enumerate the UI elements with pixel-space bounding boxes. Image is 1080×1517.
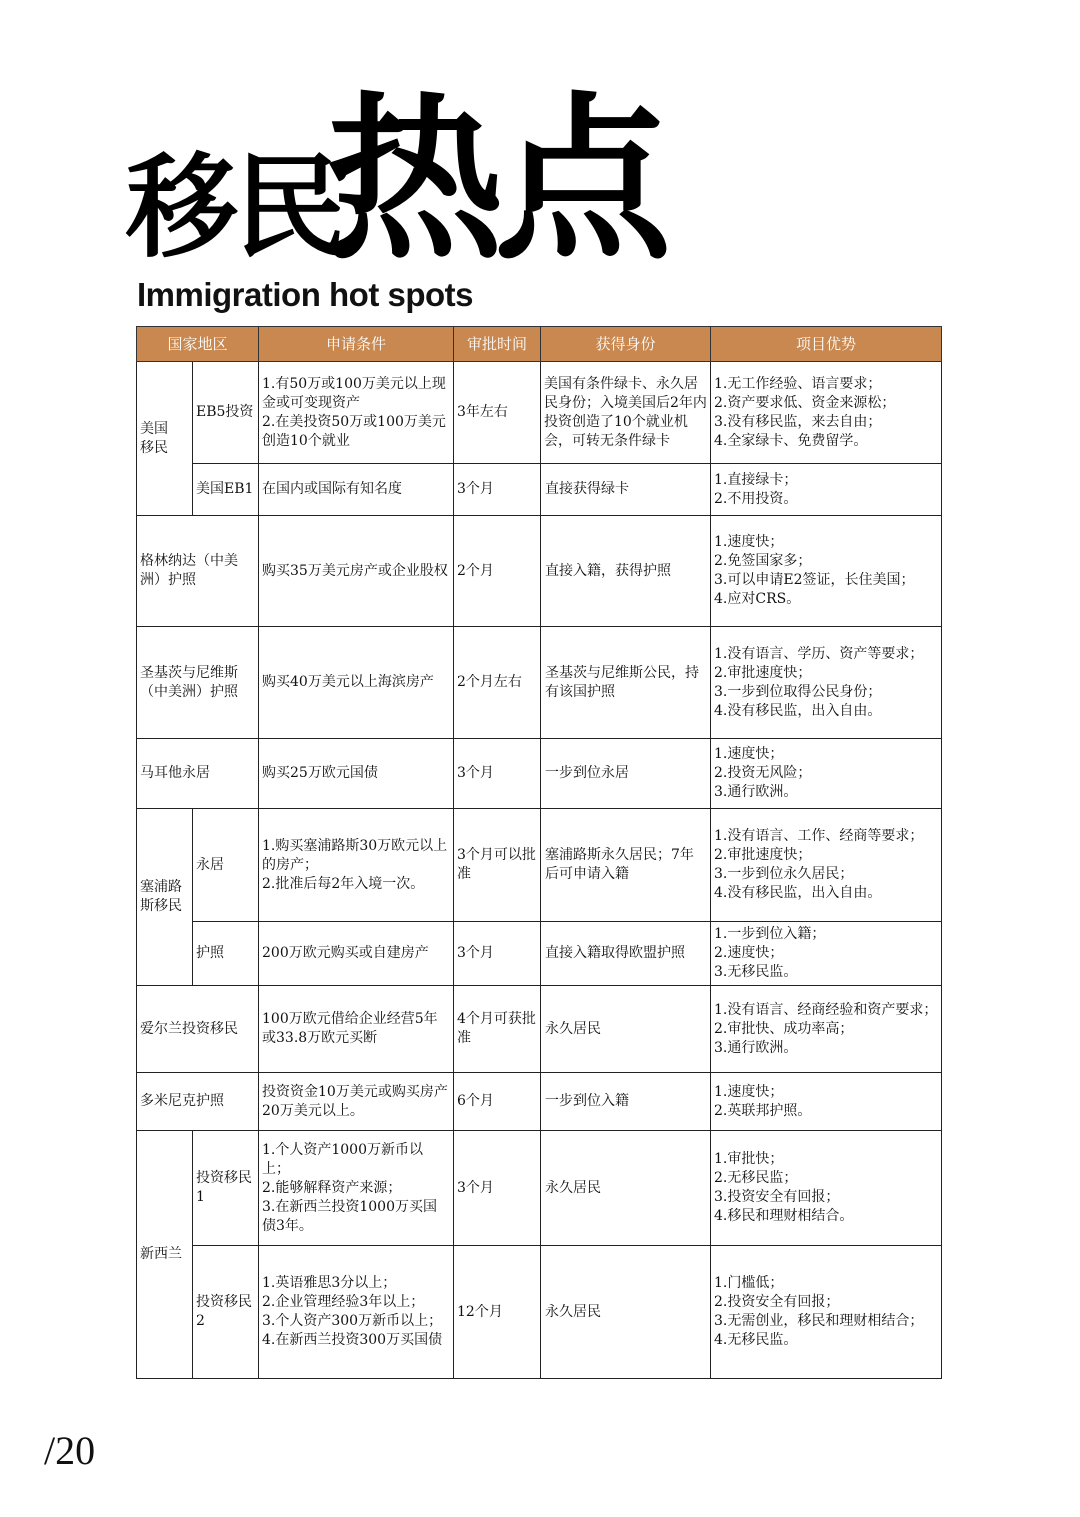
table-row (137, 1131, 942, 1246)
table-row (137, 809, 942, 922)
country-cell: 马耳他永居 (137, 739, 259, 809)
status-cell: 永久居民 (541, 1131, 711, 1246)
conditions-cell: 购买40万美元以上海滨房产 (259, 627, 454, 739)
program-cell: EB5投资 (193, 362, 259, 464)
table-row (137, 1246, 942, 1379)
advantages-cell: 1.直接绿卡； 2.不用投资。 (711, 464, 942, 516)
time-cell: 12个月 (454, 1246, 541, 1379)
time-cell: 3年左右 (454, 362, 541, 464)
table-row (137, 516, 942, 627)
header-country: 国家地区 (137, 327, 259, 362)
table-header-row (137, 327, 942, 362)
time-cell: 3个月 (454, 922, 541, 986)
time-cell: 6个月 (454, 1073, 541, 1131)
conditions-cell: 投资资金10万美元或购买房产20万美元以上。 (259, 1073, 454, 1131)
advantages-cell: 1.门槛低； 2.投资安全有回报； 3.无需创业，移民和理财相结合； 4.无移民监。 (711, 1246, 942, 1379)
header-status: 获得身份 (541, 327, 711, 362)
title-part-immigration: 移民 (126, 143, 342, 273)
country-cell: 多米尼克护照 (137, 1073, 259, 1131)
program-cell: 护照 (193, 922, 259, 986)
advantages-cell: 1.审批快； 2.无移民监； 3.投资安全有回报； 4.移民和理财相结合。 (711, 1131, 942, 1246)
time-cell: 3个月 (454, 1131, 541, 1246)
page-subtitle: Immigration hot spots (137, 276, 473, 313)
country-cell: 美国 移民 (137, 362, 193, 516)
time-cell: 2个月 (454, 516, 541, 627)
header-conditions: 申请条件 (259, 327, 454, 362)
table-row (137, 1073, 942, 1131)
program-cell: 美国EB1 (193, 464, 259, 516)
table-row (137, 739, 942, 809)
title-part-hotspots: 热点 (326, 77, 662, 284)
conditions-cell: 1.购买塞浦路斯30万欧元以上的房产； 2.批准后每2年入境一次。 (259, 809, 454, 922)
time-cell: 3个月 (454, 739, 541, 809)
conditions-cell: 1.英语雅思3分以上； 2.企业管理经验3年以上； 3.个人资产300万新币以上； 4.在新西兰投资300万买国债 (259, 1246, 454, 1379)
advantages-cell: 1.速度快； 2.投资无风险； 3.通行欧洲。 (711, 739, 942, 809)
status-cell: 一步到位入籍 (541, 1073, 711, 1131)
program-cell: 永居 (193, 809, 259, 922)
table-row (137, 922, 942, 986)
page-number: /20 (44, 1428, 96, 1473)
time-cell: 2个月左右 (454, 627, 541, 739)
time-cell: 4个月可获批准 (454, 986, 541, 1073)
immigration-table (136, 326, 942, 1379)
conditions-cell: 1.有50万或100万美元以上现金或可变现资产 2.在美投资50万或100万美元创造10个就业 (259, 362, 454, 464)
country-cell: 格林纳达（中美洲）护照 (137, 516, 259, 627)
status-cell: 美国有条件绿卡、永久居民身份；入境美国后2年内投资创造了10个就业机会，可转无条件绿卡 (541, 362, 711, 464)
time-cell: 3个月 (454, 464, 541, 516)
time-cell: 3个月可以批准 (454, 809, 541, 922)
advantages-cell: 1.没有语言、工作、经商等要求； 2.审批速度快； 3.一步到位永久居民； 4.没有移民监，出入自由。 (711, 809, 942, 922)
status-cell: 塞浦路斯永久居民；7年后可申请入籍 (541, 809, 711, 922)
status-cell: 直接入籍取得欧盟护照 (541, 922, 711, 986)
country-cell: 爱尔兰投资移民 (137, 986, 259, 1073)
status-cell: 一步到位永居 (541, 739, 711, 809)
advantages-cell: 1.无工作经验、语言要求； 2.资产要求低、资金来源松； 3.没有移民监，来去自由； 4.全家绿卡、免费留学。 (711, 362, 942, 464)
advantages-cell: 1.没有语言、学历、资产等要求； 2.审批速度快； 3.一步到位取得公民身份； 4.没有移民监，出入自由。 (711, 627, 942, 739)
country-cell: 圣基茨与尼维斯（中美洲）护照 (137, 627, 259, 739)
conditions-cell: 200万欧元购买或自建房产 (259, 922, 454, 986)
program-cell: 投资移民2 (193, 1246, 259, 1379)
conditions-cell: 在国内或国际有知名度 (259, 464, 454, 516)
conditions-cell: 100万欧元借给企业经营5年或33.8万欧元买断 (259, 986, 454, 1073)
conditions-cell: 1.个人资产1000万新币以上； 2.能够解释资产来源； 3.在新西兰投资1000万买国债3年。 (259, 1131, 454, 1246)
table-row (137, 986, 942, 1073)
advantages-cell: 1.速度快； 2.英联邦护照。 (711, 1073, 942, 1131)
table-row (137, 362, 942, 464)
conditions-cell: 购买25万欧元国债 (259, 739, 454, 809)
status-cell: 直接入籍，获得护照 (541, 516, 711, 627)
program-cell: 投资移民1 (193, 1131, 259, 1246)
table-row (137, 464, 942, 516)
status-cell: 圣基茨与尼维斯公民，持有该国护照 (541, 627, 711, 739)
advantages-cell: 1.速度快； 2.免签国家多； 3.可以申请E2签证，长住美国； 4.应对CRS。 (711, 516, 942, 627)
status-cell: 直接获得绿卡 (541, 464, 711, 516)
advantages-cell: 1.一步到位入籍； 2.速度快； 3.无移民监。 (711, 922, 942, 986)
header-advantages: 项目优势 (711, 327, 942, 362)
country-cell: 塞浦路 斯移民 (137, 809, 193, 986)
header-time: 审批时间 (454, 327, 541, 362)
conditions-cell: 购买35万美元房产或企业股权 (259, 516, 454, 627)
table-row (137, 627, 942, 739)
country-cell: 新西兰 (137, 1131, 193, 1379)
status-cell: 永久居民 (541, 1246, 711, 1379)
advantages-cell: 1.没有语言、经商经验和资产要求； 2.审批快、成功率高； 3.通行欧洲。 (711, 986, 942, 1073)
status-cell: 永久居民 (541, 986, 711, 1073)
